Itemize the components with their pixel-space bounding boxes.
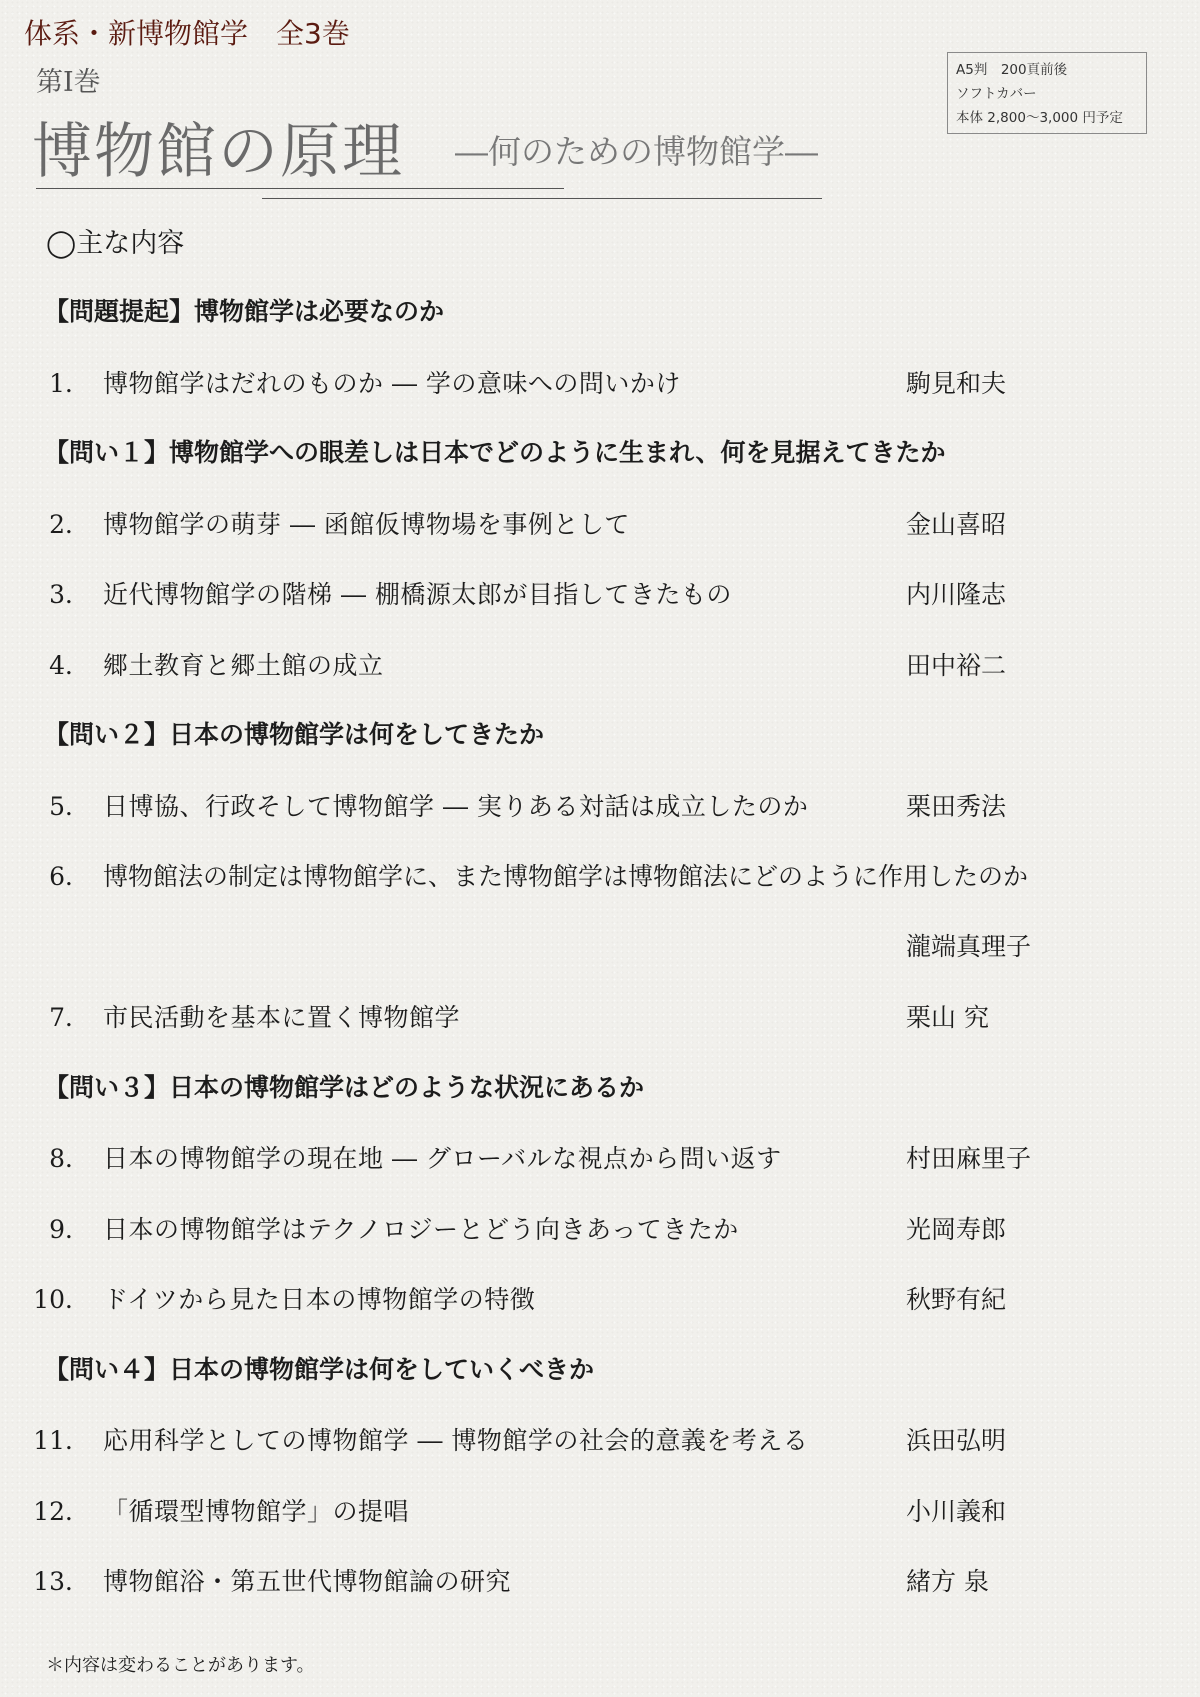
- item-author: 小川義和: [906, 1497, 1007, 1526]
- item-author: 緒方 泉: [906, 1567, 989, 1596]
- item-author: 栗山 究: [906, 1003, 989, 1032]
- book-title: 博物館の原理: [32, 117, 404, 187]
- list-item: [0, 1421, 1200, 1461]
- item-author: 村田麻里子: [906, 1144, 1032, 1173]
- item-number: 3．: [49, 580, 90, 609]
- series-title: 体系・新博物館学 全3巻: [24, 17, 350, 50]
- spec-binding: ソフトカバー: [956, 86, 1037, 102]
- subtitle-underline: [262, 198, 822, 199]
- item-number: 6．: [49, 862, 90, 891]
- item-number: 9．: [49, 1215, 90, 1244]
- item-title: 日博協、行政そして博物館学 ― 実りある対話は成立したのか: [103, 792, 809, 821]
- item-author: 秋野有紀: [906, 1285, 1007, 1314]
- list-item: [0, 1210, 1200, 1250]
- item-title: 市民活動を基本に置く博物館学: [103, 1003, 461, 1032]
- item-title: 日本の博物館学の現在地 ― グローバルな視点から問い返す: [103, 1144, 782, 1173]
- footnote: ＊内容は変わることがあります。: [46, 1655, 315, 1676]
- item-number: 10．: [33, 1285, 90, 1314]
- list-item: [0, 505, 1200, 545]
- item-number: 4．: [49, 651, 90, 680]
- title-underline: [36, 188, 564, 189]
- list-item: [0, 1562, 1200, 1602]
- item-number: 13．: [33, 1567, 90, 1596]
- section-heading: 【問題提起】博物館学は必要なのか: [44, 297, 445, 326]
- item-author: 浜田弘明: [906, 1426, 1007, 1455]
- list-item: [0, 1139, 1200, 1179]
- list-item: [0, 364, 1200, 404]
- item-title: 博物館法の制定は博物館学に、また博物館学は博物館法にどのように作用したのか: [103, 862, 1029, 891]
- section-heading: 【問い４】日本の博物館学は何をしていくべきか: [44, 1355, 595, 1384]
- item-number: 2．: [49, 510, 90, 539]
- contents-heading: ◯主な内容: [46, 228, 185, 259]
- item-title: 近代博物館学の階梯 ― 棚橋源太郎が目指してきたもの: [103, 580, 732, 609]
- item-number: 11．: [33, 1426, 90, 1455]
- item-number: 1．: [49, 369, 90, 398]
- list-item: [0, 646, 1200, 686]
- section-heading: 【問い３】日本の博物館学はどのような状況にあるか: [44, 1073, 645, 1102]
- item-number: 8．: [49, 1144, 90, 1173]
- item-number: 12．: [33, 1497, 90, 1526]
- spec-box: [947, 52, 1147, 134]
- item-author: 内川隆志: [906, 580, 1007, 609]
- item-title: 応用科学としての博物館学 ― 博物館学の社会的意義を考える: [103, 1426, 809, 1455]
- item-number: 5．: [49, 792, 90, 821]
- list-item: [0, 1280, 1200, 1320]
- item-author: 田中裕二: [906, 651, 1007, 680]
- item-title: 「循環型博物館学」の提唱: [103, 1497, 410, 1526]
- list-item: [0, 857, 1200, 967]
- spec-price: 本体 2,800～3,000 円予定: [956, 110, 1123, 126]
- item-title: 博物館学の萌芽 ― 函館仮博物場を事例として: [103, 510, 630, 539]
- item-author: 瀧端真理子: [906, 932, 1032, 961]
- item-title: 日本の博物館学はテクノロジーとどう向きあってきたか: [103, 1215, 739, 1244]
- item-author: 金山喜昭: [906, 510, 1007, 539]
- section-heading: 【問い１】博物館学への眼差しは日本でどのように生まれ、何を見据えてきたか: [44, 438, 946, 467]
- list-item: [0, 998, 1200, 1038]
- item-author: 駒見和夫: [906, 369, 1007, 398]
- item-author: 光岡寿郎: [906, 1215, 1007, 1244]
- list-item: [0, 1492, 1200, 1532]
- section-heading: 【問い２】日本の博物館学は何をしてきたか: [44, 720, 545, 749]
- volume-label: 第Ⅰ巻: [36, 67, 101, 98]
- item-title: 博物館浴・第五世代博物館論の研究: [103, 1567, 512, 1596]
- list-item: [0, 787, 1200, 827]
- item-title: 郷土教育と郷土館の成立: [103, 651, 384, 680]
- item-title: ドイツから見た日本の博物館学の特徴: [103, 1285, 536, 1314]
- spec-format: A5判 200頁前後: [956, 62, 1068, 78]
- item-author: 栗田秀法: [906, 792, 1007, 821]
- item-number: 7．: [49, 1003, 90, 1032]
- list-item: [0, 575, 1200, 615]
- item-title: 博物館学はだれのものか ― 学の意味への問いかけ: [103, 369, 681, 398]
- book-subtitle: ―何のための博物館学―: [455, 132, 818, 171]
